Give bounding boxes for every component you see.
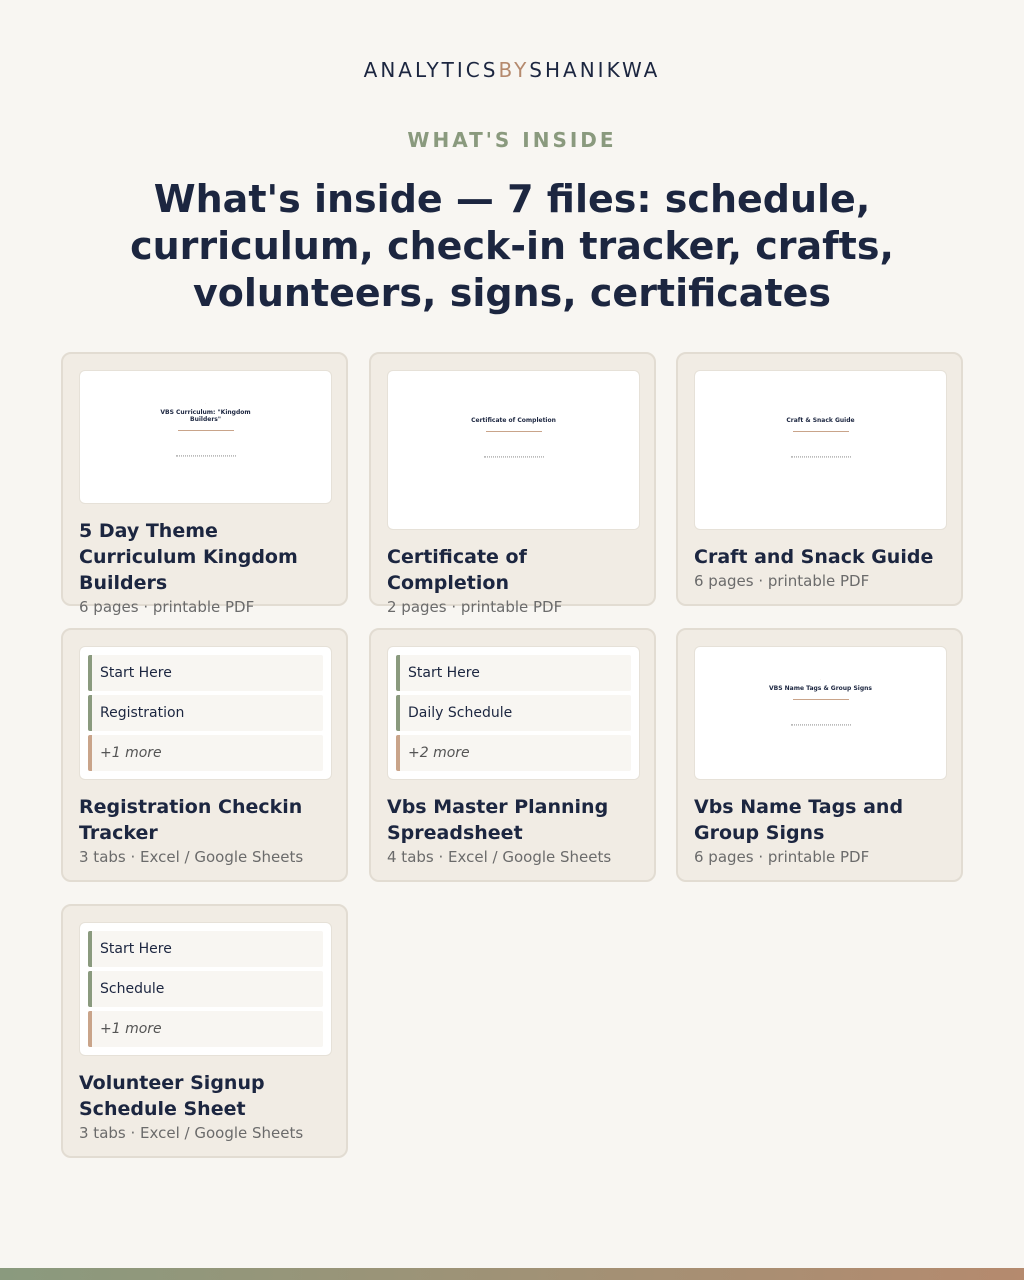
pdf-preview-footer [176,455,236,457]
pdf-preview-title: VBS Name Tags & Group Signs [769,685,872,692]
file-card-name-tags[interactable] [676,628,963,882]
sheet-tab-more: +1 more [88,735,323,771]
pdf-preview-title: VBS Curriculum: "Kingdom Builders" [160,409,251,423]
file-card-curriculum[interactable] [61,352,348,616]
pdf-preview-rule [178,430,234,431]
pdf-preview [387,370,640,530]
pdf-preview-rule [793,699,849,700]
pdf-preview-rule [793,431,849,432]
sheet-tab: Schedule [88,971,323,1007]
file-card-title: 5 Day Theme Curriculum Kingdom Builders [79,520,298,594]
sheet-tab: Start Here [88,931,323,967]
file-card-meta: 6 pages · printable PDF [694,848,870,866]
file-card-meta: 4 tabs · Excel / Google Sheets [387,848,612,866]
sheet-preview [387,646,640,780]
file-card-title: Vbs Name Tags and Group Signs [694,796,904,844]
file-card-title: Craft and Snack Guide [694,546,934,568]
file-card-meta: 3 tabs · Excel / Google Sheets [79,1124,304,1142]
pdf-preview-kicker: · [820,677,821,681]
sheet-tab-more: +1 more [88,1011,323,1047]
pdf-preview-kicker: · [820,409,821,413]
sheet-tab: Daily Schedule [396,695,631,731]
pdf-preview [694,370,947,530]
pdf-preview [694,646,947,780]
file-card-registration-tracker[interactable] [61,628,348,882]
brand-part-analytics: ANALYTICS [363,58,499,82]
pdf-preview-title: Craft & Snack Guide [786,417,855,424]
file-card-master-planning[interactable] [369,628,656,882]
file-card-meta: 3 tabs · Excel / Google Sheets [79,848,304,866]
pdf-preview-footer [484,456,544,458]
sheet-preview [79,922,332,1056]
sheet-tab: Start Here [88,655,323,691]
pdf-preview-footer [791,456,851,458]
pdf-preview [79,370,332,504]
brand-logo [0,58,1024,82]
file-card-meta: 2 pages · printable PDF [387,598,563,616]
pdf-preview-kicker: · [205,401,206,405]
brand-part-shanikwa: SHANIKWA [529,58,661,82]
file-card-title: Registration Checkin Tracker [79,796,303,844]
sheet-tab: Registration [88,695,323,731]
sheet-tab-more: +2 more [396,735,631,771]
file-card-title: Vbs Master Planning Spreadsheet [387,796,609,844]
file-card-title: Certificate of Completion [387,546,527,594]
pdf-preview-footer [791,724,851,726]
file-card-title: Volunteer Signup Schedule Sheet [79,1072,265,1120]
bottom-accent-bar [0,1268,1024,1280]
page-title: What's inside — 7 files: schedule, curriculum, check-in tracker, crafts, volunteers, signs, certificates [130,177,894,315]
file-card-certificate[interactable] [369,352,656,616]
pdf-preview-rule [486,431,542,432]
pdf-preview-title: Certificate of Completion [471,417,556,424]
section-eyebrow: WHAT'S INSIDE [407,128,617,152]
sheet-tab: Start Here [396,655,631,691]
pdf-preview-kicker: · [513,409,514,413]
file-card-meta: 6 pages · printable PDF [694,572,870,590]
file-card-meta: 6 pages · printable PDF [79,598,255,616]
sheet-preview [79,646,332,780]
file-card-craft-guide[interactable] [676,352,963,606]
file-card-volunteer-signup[interactable] [61,904,348,1158]
brand-part-by: BY [498,58,530,82]
